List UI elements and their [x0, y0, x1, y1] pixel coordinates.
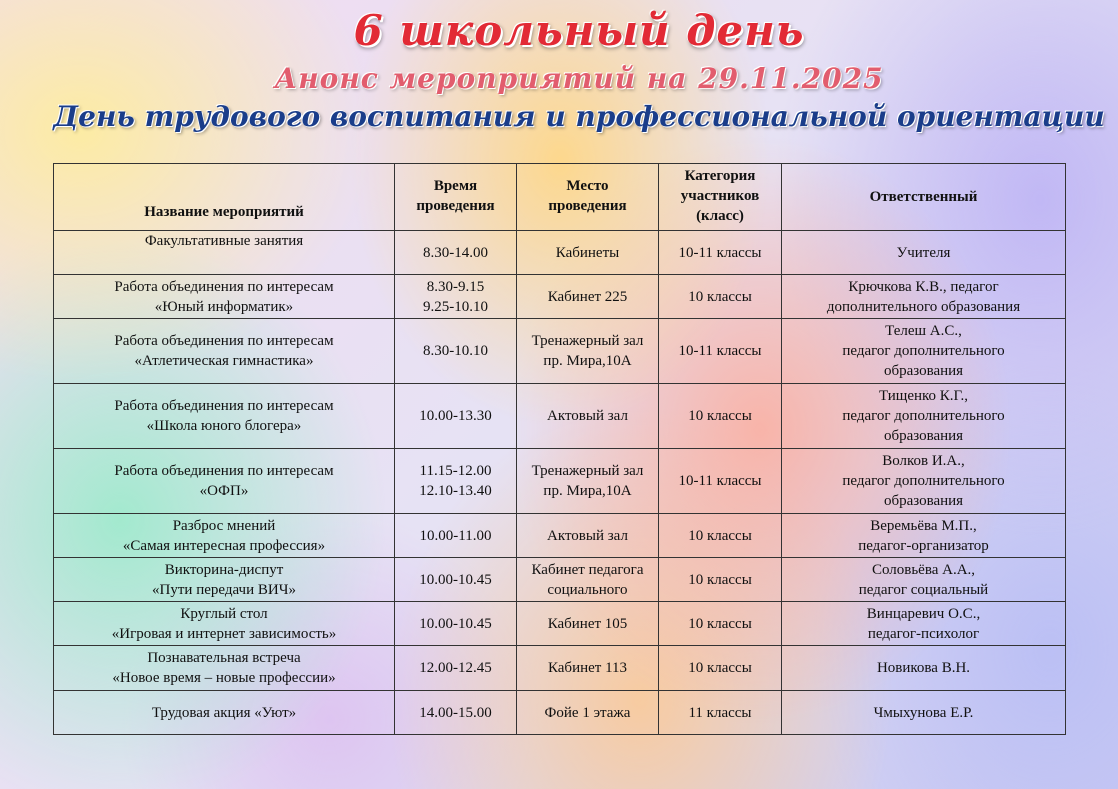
event-responsible-cell: [782, 558, 1066, 602]
event-name-line: Круглый стол: [180, 605, 268, 622]
table-row: [54, 602, 1066, 646]
event-place-line: Кабинет 113: [547, 660, 628, 676]
event-time-line: 10.00-10.45: [419, 571, 492, 588]
event-responsible-line: Чмыхунова Е.Р.: [873, 704, 974, 721]
event-time-cell: [395, 319, 517, 384]
event-time-line: 12.10-13.40: [419, 483, 492, 499]
event-responsible-cell: [782, 646, 1066, 691]
event-name-cell: [54, 691, 395, 735]
event-name-line: Викторина-диспут: [164, 561, 284, 578]
table-row: [54, 646, 1066, 691]
event-place-cell: [517, 449, 659, 514]
event-place-cell: [517, 384, 659, 449]
event-name-line: «Атлетическая гимнастика»: [134, 353, 314, 369]
event-name-cell: [54, 514, 395, 558]
event-place-cell: [517, 646, 659, 691]
event-name-cell: [54, 319, 395, 384]
table-row: [54, 691, 1066, 735]
event-place-line: Тренажерный зал: [531, 463, 644, 479]
event-responsible-cell: [782, 231, 1066, 275]
event-name-cell: [54, 602, 395, 646]
event-responsible-line: Волков И.А.,: [882, 453, 965, 469]
event-category-cell: 10 классы: [659, 514, 782, 558]
event-category-cell: 10 классы: [659, 275, 782, 319]
event-name-line: Работа объединения по интересам: [114, 278, 334, 295]
event-time-cell: [395, 558, 517, 602]
event-responsible-line: образования: [883, 363, 964, 379]
col-header-category-line: (класс): [696, 208, 744, 224]
event-responsible-cell: [782, 319, 1066, 384]
table-row: [54, 558, 1066, 602]
event-time-cell: [395, 602, 517, 646]
event-time-line: 10.00-11.00: [419, 527, 492, 544]
event-name-line: Работа объединения по интересам: [114, 398, 334, 414]
event-time-cell: [395, 449, 517, 514]
event-responsible-cell: [782, 449, 1066, 514]
event-place-cell: [517, 602, 659, 646]
event-place-cell: [517, 558, 659, 602]
event-category-cell: 11 классы: [659, 691, 782, 735]
event-name-line: «Новое время – новые профессии»: [112, 670, 336, 686]
col-header-place-line: Место: [566, 178, 609, 194]
event-place-line: социального: [547, 581, 628, 598]
event-place-line: Тренажерный зал: [531, 333, 644, 349]
event-responsible-cell: [782, 602, 1066, 646]
col-header-time-line: проведения: [416, 198, 495, 214]
event-time-line: 9.25-10.10: [423, 298, 488, 315]
col-header-name: Название мероприятий: [54, 164, 395, 231]
event-name-cell: [54, 646, 395, 691]
event-time-cell: [395, 384, 517, 449]
event-name-cell: [54, 275, 395, 319]
event-responsible-cell: [782, 514, 1066, 558]
event-category-cell: 10 классы: [659, 558, 782, 602]
event-time-line: 8.30-14.00: [423, 244, 488, 261]
event-responsible-line: педагог дополнительного: [842, 343, 1005, 359]
event-place-cell: [517, 275, 659, 319]
table-row: [54, 319, 1066, 384]
event-place-line: Актовый зал: [547, 408, 628, 424]
event-name-line: Работа объединения по интересам: [114, 333, 334, 349]
event-name-line: Факультативные занятия: [144, 233, 304, 249]
event-name-cell: [54, 231, 395, 275]
event-responsible-line: Тищенко К.Г.,: [878, 388, 969, 404]
event-responsible-line: Новикова В.Н.: [876, 660, 971, 676]
events-table: [53, 163, 1066, 735]
event-place-line: Актовый зал: [547, 527, 628, 544]
event-responsible-line: педагог дополнительного: [842, 408, 1005, 424]
event-name-line: «Пути передачи ВИЧ»: [152, 581, 296, 598]
event-place-line: Кабинет педагога: [531, 561, 644, 578]
table-row: [54, 449, 1066, 514]
event-time-cell: [395, 231, 517, 275]
event-category-cell: 10-11 классы: [659, 449, 782, 514]
event-name-line: Разброс мнений: [172, 517, 276, 534]
event-name-line: «Самая интересная профессия»: [122, 537, 326, 554]
event-category-cell: 10 классы: [659, 646, 782, 691]
col-header-category-line: участников: [680, 188, 760, 204]
table-header-row: [54, 164, 1066, 231]
event-place-cell: [517, 514, 659, 558]
event-responsible-line: образования: [883, 493, 964, 509]
event-time-cell: [395, 275, 517, 319]
table-row: [54, 231, 1066, 275]
event-time-cell: [395, 514, 517, 558]
event-responsible-line: педагог-психолог: [867, 625, 980, 642]
event-responsible-line: Крючкова К.В., педагог: [848, 278, 999, 295]
event-time-cell: [395, 646, 517, 691]
event-category-cell: 10 классы: [659, 384, 782, 449]
event-name-cell: [54, 558, 395, 602]
event-time-line: 10.00-10.45: [419, 615, 492, 632]
event-place-line: Фойе 1 этажа: [544, 704, 631, 721]
event-name-cell: [54, 384, 395, 449]
day-title: 6 школьный день: [353, 6, 805, 55]
event-place-cell: [517, 319, 659, 384]
event-place-line: пр. Мира,10А: [543, 483, 632, 499]
event-responsible-line: педагог-организатор: [858, 537, 989, 554]
col-header-time: [395, 164, 517, 231]
table-row: [54, 514, 1066, 558]
event-place-cell: [517, 231, 659, 275]
col-header-place: [517, 164, 659, 231]
event-responsible-line: дополнительного образования: [826, 298, 1021, 315]
event-place-line: пр. Мира,10А: [543, 353, 632, 369]
event-category-cell: 10 классы: [659, 602, 782, 646]
event-time-line: 11.15-12.00: [419, 463, 492, 479]
event-place-cell: [517, 691, 659, 735]
event-time-line: 8.30-9.15: [426, 278, 485, 295]
event-name-line: «ОФП»: [199, 483, 249, 499]
event-time-line: 12.00-12.45: [419, 660, 492, 676]
event-responsible-line: педагог социальный: [858, 581, 989, 598]
event-name-cell: [54, 449, 395, 514]
col-header-category-line: Категория: [684, 168, 756, 184]
event-place-line: Кабинеты: [555, 244, 620, 261]
table-row: [54, 384, 1066, 449]
event-responsible-line: педагог дополнительного: [842, 473, 1005, 489]
event-responsible-cell: [782, 384, 1066, 449]
event-time-line: 10.00-13.30: [419, 408, 492, 424]
col-header-responsible: Ответственный: [782, 164, 1066, 231]
announcement-title: Анонс мероприятий на 29.11.2025: [274, 62, 884, 95]
event-name-line: Трудовая акция «Уют»: [151, 704, 297, 721]
event-time-cell: [395, 691, 517, 735]
event-responsible-line: Учителя: [896, 244, 951, 261]
event-time-line: 14.00-15.00: [419, 704, 492, 721]
event-name-line: «Игровая и интернет зависимость»: [111, 625, 337, 642]
event-responsible-line: Соловьёва А.А.,: [871, 561, 976, 578]
event-responsible-cell: [782, 275, 1066, 319]
table-row: [54, 275, 1066, 319]
event-name-line: Познавательная встреча: [147, 650, 301, 666]
col-header-category: [659, 164, 782, 231]
theme-title: День трудового воспитания и профессиональной ориентации: [53, 100, 1105, 133]
event-time-line: 8.30-10.10: [423, 343, 488, 359]
event-place-line: Кабинет 105: [547, 615, 628, 632]
event-category-cell: 10-11 классы: [659, 319, 782, 384]
col-header-place-line: проведения: [548, 198, 627, 214]
col-header-time-line: Время: [433, 178, 478, 194]
event-name-line: «Школа юного блогера»: [146, 418, 302, 434]
event-name-line: Работа объединения по интересам: [114, 463, 334, 479]
event-responsible-line: Веремьёва М.П.,: [870, 517, 977, 534]
event-responsible-line: Телеш А.С.,: [885, 323, 962, 339]
event-responsible-line: образования: [883, 428, 964, 444]
event-name-line: «Юный информатик»: [154, 298, 294, 315]
event-category-cell: 10-11 классы: [659, 231, 782, 275]
event-responsible-cell: [782, 691, 1066, 735]
event-responsible-line: Винцаревич О.С.,: [866, 605, 981, 622]
event-place-line: Кабинет 225: [547, 288, 628, 305]
